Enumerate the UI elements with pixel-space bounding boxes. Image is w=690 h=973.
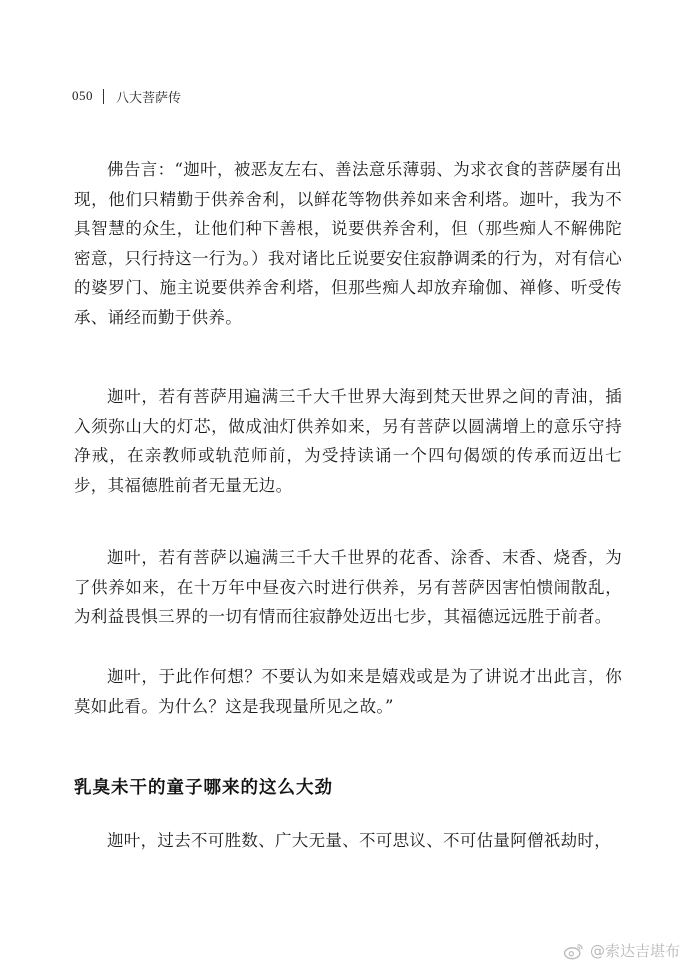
watermark — [563, 940, 680, 961]
page-header — [72, 84, 181, 108]
page-number: 050 — [72, 88, 93, 103]
paragraph-2: 迦叶，若有菩萨用遍满三千大千世界大海到梵天世界之间的青油，插入须弥山大的灯芯，做成油灯供养如来，另有菩萨以圆满增上的意乐守持净戒，在亲教师或轨范师前，为受持读诵一个四句偈颂的传承而迈出七步，其福德胜前者无量无边。 — [74, 387, 622, 495]
weibo-logo-icon — [563, 942, 585, 960]
section-paragraph: 迦叶，过去不可胜数、广大无量、不可思议、不可估量阿僧祇劫时， — [107, 831, 611, 850]
paragraph-4: 迦叶，于此作何想？不要认为如来是嬉戏或是为了讲说才出此言，你莫如此看。为什么？这是我现量所见之故。” — [74, 667, 622, 716]
watermark-text: @索达吉堪布 — [589, 942, 680, 960]
paragraph-3: 迦叶，若有菩萨以遍满三千大千世界的花香、涂香、末香、烧香，为了供养如来，在十万年中昼夜六时进行供养，另有菩萨因害怕愦闹散乱，为利益畏惧三界的一切有情而往寂静处迈出七步，其福德远远胜于前者。 — [74, 548, 622, 626]
section-heading: 乳臭未干的童子哪来的这么大劲 — [74, 778, 333, 798]
paragraph-1: 佛告言：“迦叶，被恶友左右、善法意乐薄弱、为求衣食的菩萨屡有出现，他们只精勤于供养舍利，以鲜花等物供养如来舍利塔。迦叶，我为不具智慧的众生，让他们种下善根，说要供养舍利，但（那些痴人不解佛陀密意，只行持这一行为。）我对诸比丘说要安住寂静调柔的行为，对有信心的婆罗门、施主说要供养舍利塔，但那些痴人却放弃瑜伽、禅修、听受传承、诵经而勤于供养。 — [74, 160, 622, 327]
book-title: 八大菩萨传 — [116, 90, 182, 106]
header-divider — [103, 89, 104, 104]
